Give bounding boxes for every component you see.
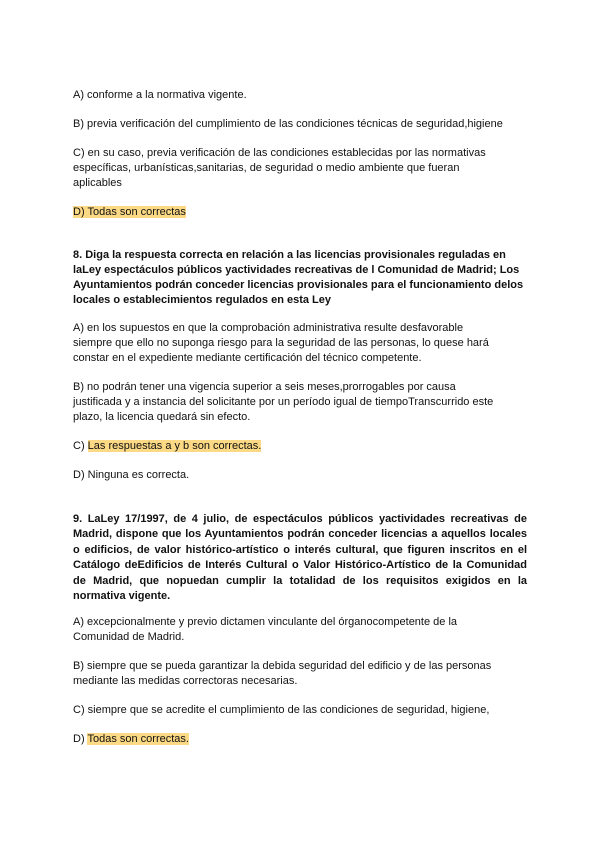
q9-option-a-line2: Comunidad de Madrid. xyxy=(73,631,185,643)
highlight: D) Todas son correctas xyxy=(73,206,186,218)
option-a: A) conforme a la normativa vigente. xyxy=(73,89,247,101)
q9-option-b-line1: B) siempre que se pueda garantizar la debida seguridad del edificio y de las personas xyxy=(73,660,492,672)
question-8-line4: locales o establecimientos regulados en esta Ley xyxy=(73,294,331,306)
q8-option-b-line1: B) no podrán tener una vigencia superior a seis meses,prorrogables por causa xyxy=(73,381,456,393)
question-8-line3: Ayuntamientos podrán conceder licencias provisionales para el funcionamiento delos xyxy=(73,279,524,291)
option-prefix: C) xyxy=(73,440,88,452)
q9-option-b-line2: mediante las medidas correctoras necesarias. xyxy=(73,675,298,687)
q8-option-c-correct xyxy=(73,439,261,455)
option-b: B) previa verificación del cumplimiento de las condiciones técnicas de seguridad,higiene xyxy=(73,118,503,130)
option-prefix: D) xyxy=(73,733,88,745)
q9-option-d-correct xyxy=(73,732,189,748)
q9-option-c: C) siempre que se acredite el cumplimiento de las condiciones de seguridad, higiene, xyxy=(73,704,490,716)
highlight: Todas son correctas. xyxy=(87,733,189,745)
q8-option-a-line3: constar en el expediente mediante certificación del técnico competente. xyxy=(73,352,422,364)
q8-option-d: D) Ninguna es correcta. xyxy=(73,469,190,481)
q8-option-a-line2: siempre que ello no suponga riesgo para la seguridad de las personas, lo quese hará xyxy=(73,337,489,349)
q8-option-a-line1: A) en los supuestos en que la comprobación administrativa resulte desfavorable xyxy=(73,322,464,334)
highlight: Las respuestas a y b son correctas. xyxy=(87,440,262,452)
q9-option-a-line1: A) excepcionalmente y previo dictamen vinculante del órganocompetente de la xyxy=(73,616,458,628)
option-c-line1: C) en su caso, previa verificación de las condiciones establecidas por las normativas xyxy=(73,147,486,159)
q8-option-b-line2: justificada y a instancia del solicitante por un período igual de tiempoTranscurrido este xyxy=(73,396,494,408)
option-c-line2: específicas, urbanísticas,sanitarias, de seguridad o medio ambiente que fueran xyxy=(73,162,460,174)
question-9: 9. LaLey 17/1997, de 4 julio, de espectáculos públicos yactividades recreativas de Madrid, dispone que los Ayuntamientos podrán conceder licencias a aquellos locales o edificios, de valor histórico-artístico o interés cultural, que figuren inscritos en el Catálogo deEdificios de Interés Cultural o Valor Histórico-Artístico de la Comunidad de Madrid, que nopuedan cumplir la totalidad de los requisitos exigidos en la normativa vigente. xyxy=(73,513,527,603)
q8-option-b-line3: plazo, la licencia quedará sin efecto. xyxy=(73,411,251,423)
question-8-line2: laLey espectáculos públicos yactividades recreativas de l Comunidad de Madrid; Los xyxy=(73,264,520,276)
option-d-correct xyxy=(73,205,186,221)
question-8-line1: 8. Diga la respuesta correcta en relación a las licencias provisionales reguladas en xyxy=(73,249,506,261)
option-c-line3: aplicables xyxy=(73,177,122,189)
